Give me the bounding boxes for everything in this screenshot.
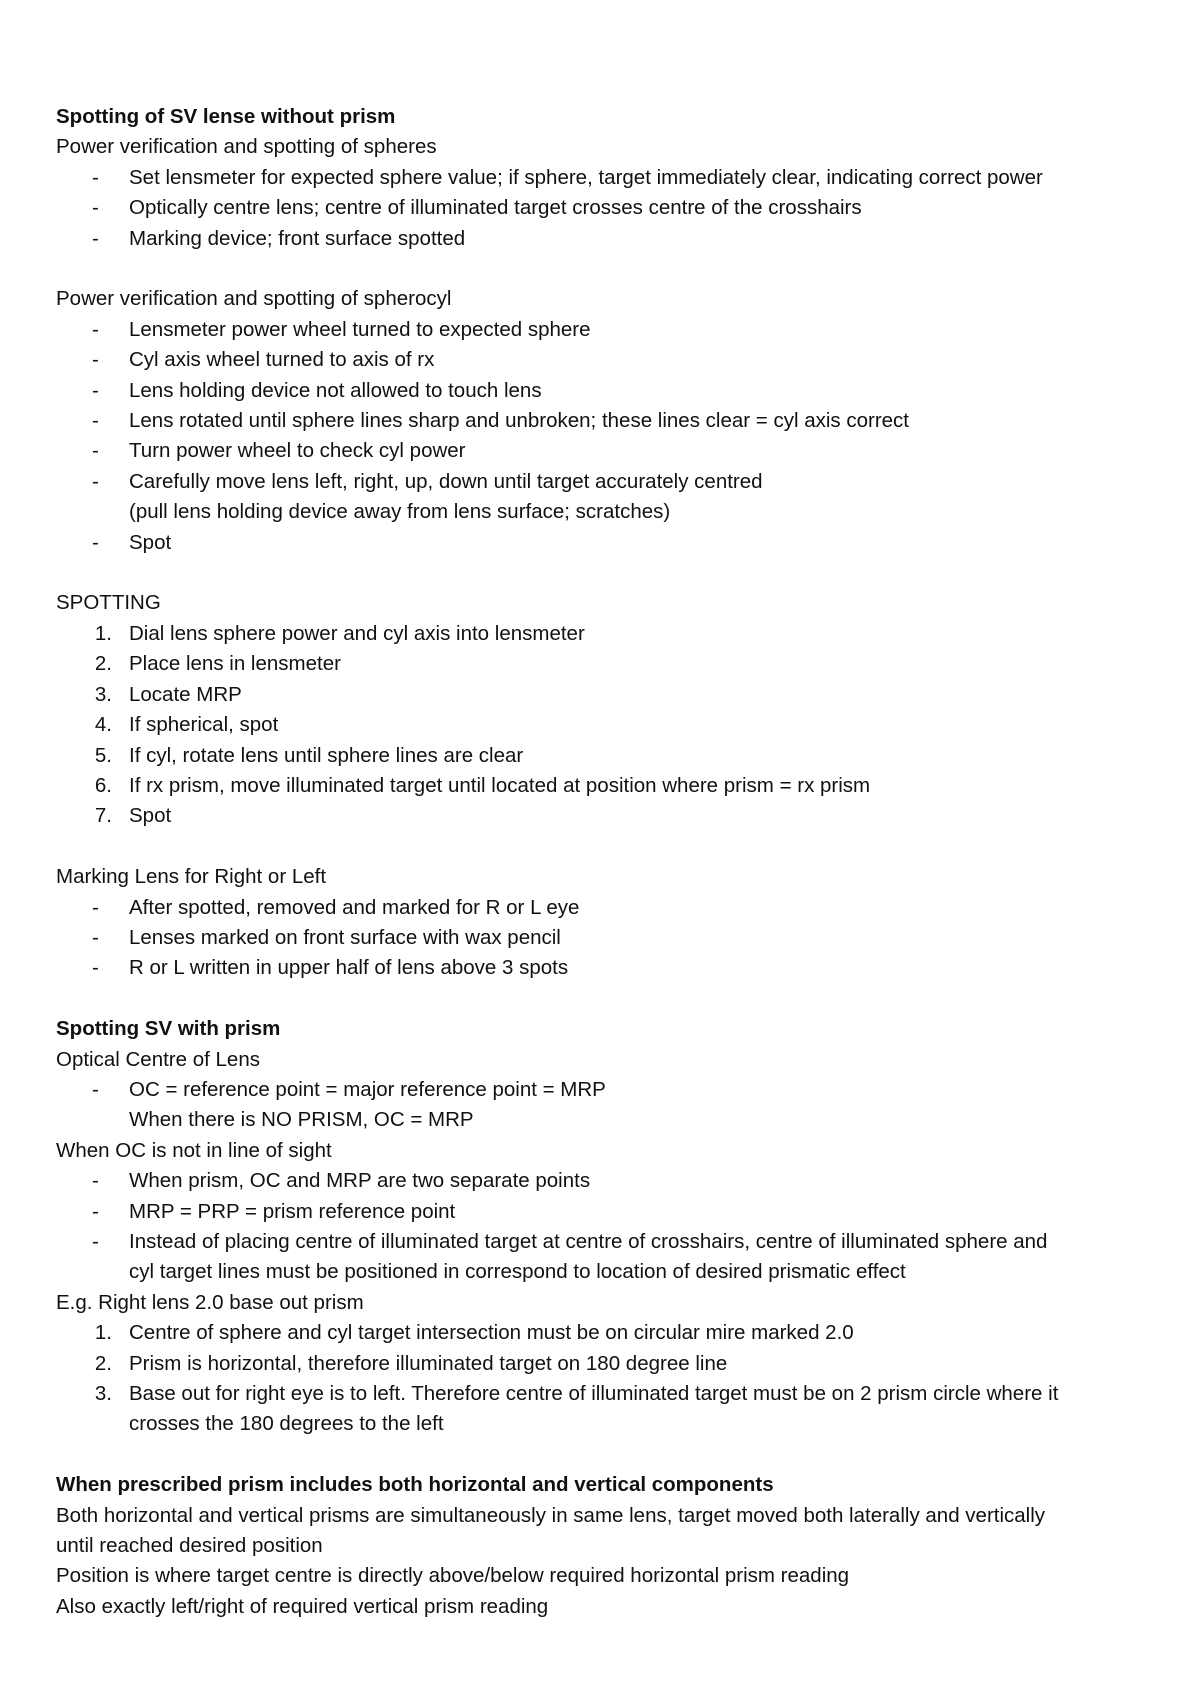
- list-item: [56, 923, 1156, 953]
- list-item: [56, 345, 1156, 375]
- list-item-text: Lens rotated until sphere lines sharp and unbroken; these lines clear = cyl axis correct: [129, 409, 910, 433]
- list-item: [56, 1075, 1156, 1105]
- list-item: [56, 893, 1156, 923]
- list-item-text: When prism, OC and MRP are two separate points: [129, 1169, 591, 1193]
- step-number: 2.: [94, 1351, 112, 1375]
- dash-marker: -: [92, 409, 99, 433]
- step-number: 7.: [94, 804, 112, 828]
- step-number: 4.: [94, 713, 112, 737]
- step-number: 1.: [94, 1321, 112, 1345]
- dash-marker: -: [92, 165, 99, 189]
- list-item-continuation: (pull lens holding device away from lens surface; scratches): [129, 500, 671, 524]
- body-line: Both horizontal and vertical prisms are simultaneously in same lens, target moved both laterally and vertically: [56, 1503, 1046, 1527]
- list-item-text: Marking device; front surface spotted: [129, 226, 466, 250]
- step-text: Prism is horizontal, therefore illuminated target on 180 degree line: [129, 1351, 728, 1375]
- dash-marker: -: [92, 956, 99, 980]
- list-item-text: Carefully move lens left, right, up, down until target accurately centred: [129, 469, 763, 493]
- heading-sv-with-prism: Spotting SV with prism: [56, 1017, 281, 1041]
- dash-marker: -: [92, 1169, 99, 1193]
- list-item-text: Lens holding device not allowed to touch lens: [129, 378, 542, 402]
- list-item-text: R or L written in upper half of lens above 3 spots: [129, 956, 569, 980]
- dash-marker: -: [92, 317, 99, 341]
- step-text: Centre of sphere and cyl target intersection must be on circular mire marked 2.0: [129, 1321, 854, 1345]
- numbered-item: [56, 771, 1156, 801]
- step-continuation: crosses the 180 degrees to the left: [129, 1412, 444, 1436]
- step-number: 3.: [94, 682, 112, 706]
- numbered-item: [56, 1349, 1156, 1379]
- list-item-text: Lenses marked on front surface with wax pencil: [129, 925, 561, 949]
- dash-marker: -: [92, 530, 99, 554]
- body-line: Also exactly left/right of required vertical prism reading: [56, 1594, 549, 1618]
- subheading-oc-not-in-line: When OC is not in line of sight: [56, 1138, 332, 1162]
- list-item: [56, 406, 1156, 436]
- list-item-text: Instead of placing centre of illuminated target at centre of crosshairs, centre of illuminated sphere and: [129, 1229, 1048, 1253]
- heading-marking: Marking Lens for Right or Left: [56, 865, 327, 889]
- subheading-spheres: Power verification and spotting of spheres: [56, 135, 437, 159]
- list-item: [56, 163, 1156, 193]
- subheading-optical-centre: Optical Centre of Lens: [56, 1047, 260, 1071]
- step-text: If rx prism, move illuminated target until located at position where prism = rx prism: [129, 773, 871, 797]
- spacer: [56, 984, 1156, 1014]
- dash-marker: -: [92, 1077, 99, 1101]
- list-item: [56, 953, 1156, 983]
- heading-spotting: SPOTTING: [56, 591, 161, 615]
- step-text: Spot: [129, 804, 172, 828]
- spacer: [56, 832, 1156, 862]
- dash-marker: -: [92, 378, 99, 402]
- numbered-item: [56, 801, 1156, 831]
- dash-marker: -: [92, 895, 99, 919]
- dash-marker: -: [92, 1229, 99, 1253]
- list-item-text: Set lensmeter for expected sphere value; if sphere, target immediately clear, indicating correct power: [129, 165, 1043, 189]
- subheading-spherocyl: Power verification and spotting of spherocyl: [56, 287, 452, 311]
- step-number: 3.: [94, 1382, 112, 1405]
- dash-marker: -: [92, 925, 99, 949]
- numbered-item: [56, 1379, 1156, 1409]
- step-number: 2.: [94, 652, 112, 676]
- spacer: [56, 558, 1156, 588]
- dash-marker: -: [92, 226, 99, 250]
- list-item-text: OC = reference point = major reference point = MRP: [129, 1077, 606, 1101]
- list-item: [56, 436, 1156, 466]
- list-item: [56, 1197, 1156, 1227]
- body-line: Position is where target centre is directly above/below required horizontal prism reading: [56, 1564, 850, 1588]
- numbered-item: [56, 1318, 1156, 1348]
- list-item: [56, 467, 1156, 497]
- dash-marker: -: [92, 439, 99, 463]
- step-text: Locate MRP: [129, 682, 242, 706]
- list-item-text: Lensmeter power wheel turned to expected sphere: [129, 317, 591, 341]
- numbered-item: [56, 710, 1156, 740]
- spacer: [56, 1440, 1156, 1470]
- numbered-item: [56, 741, 1156, 771]
- spacer: [56, 254, 1156, 284]
- step-text: Dial lens sphere power and cyl axis into lensmeter: [129, 621, 585, 645]
- list-item: [56, 376, 1156, 406]
- list-item-text: MRP = PRP = prism reference point: [129, 1199, 456, 1223]
- step-text: If cyl, rotate lens until sphere lines are clear: [129, 743, 524, 767]
- list-item-text: Optically centre lens; centre of illuminated target crosses centre of the crosshairs: [129, 196, 862, 220]
- list-item: [56, 1227, 1156, 1257]
- numbered-item: [56, 680, 1156, 710]
- heading-both-components: When prescribed prism includes both horizontal and vertical components: [56, 1473, 774, 1497]
- body-line: until reached desired position: [56, 1534, 323, 1558]
- step-text: Place lens in lensmeter: [129, 652, 341, 676]
- dash-marker: -: [92, 196, 99, 220]
- dash-marker: -: [92, 348, 99, 372]
- list-item: [56, 193, 1156, 223]
- list-item: [56, 315, 1156, 345]
- list-item-continuation: cyl target lines must be positioned in correspond to location of desired prismatic effect: [129, 1260, 906, 1284]
- step-text: If spherical, spot: [129, 713, 279, 737]
- step-number: 5.: [94, 743, 112, 767]
- list-item: [56, 224, 1156, 254]
- numbered-item: [56, 619, 1156, 649]
- numbered-item: [56, 649, 1156, 679]
- dash-marker: -: [92, 1199, 99, 1223]
- example-line: E.g. Right lens 2.0 base out prism: [56, 1290, 364, 1314]
- step-text: Base out for right eye is to left. Therefore centre of illuminated target must be on 2 prism circle where it: [129, 1382, 1059, 1405]
- list-item-text: Cyl axis wheel turned to axis of rx: [129, 348, 435, 372]
- list-item: [56, 1166, 1156, 1196]
- list-item: [56, 528, 1156, 558]
- list-item-continuation: When there is NO PRISM, OC = MRP: [129, 1108, 474, 1132]
- step-number: 6.: [94, 773, 112, 797]
- step-number: 1.: [94, 621, 112, 645]
- dash-marker: -: [92, 469, 99, 493]
- list-item-text: Turn power wheel to check cyl power: [129, 439, 466, 463]
- heading-sv-without-prism: Spotting of SV lense without prism: [56, 105, 396, 128]
- list-item-text: After spotted, removed and marked for R or L eye: [129, 895, 580, 919]
- list-item-text: Spot: [129, 530, 172, 554]
- document-page: [56, 102, 1156, 1622]
